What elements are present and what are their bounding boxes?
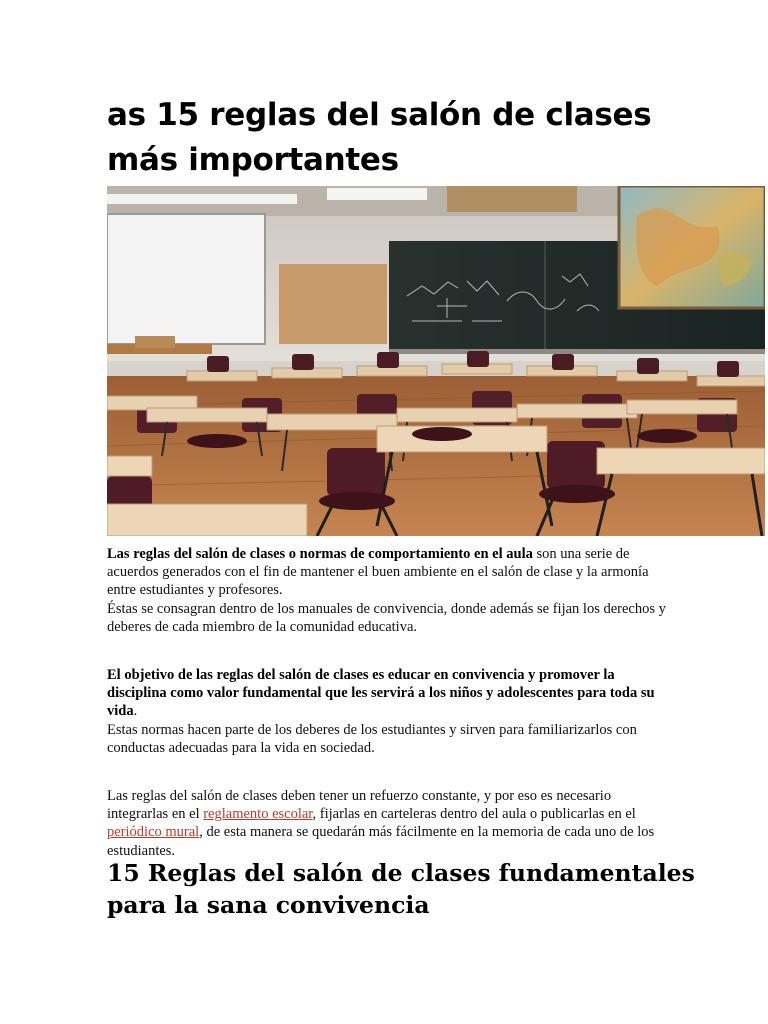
classroom-photo bbox=[107, 186, 765, 536]
objective-bold-text: El objetivo de las reglas del salón de clases es educar en convivencia y promover la disciplina como valor fundamental que les servirá a los niños y adolescentes para toda su vida bbox=[107, 667, 655, 720]
objective-paragraph bbox=[107, 666, 667, 757]
reinforcement-text-2: , fijarlas en carteleras dentro del aula o publicarlas en el bbox=[312, 806, 636, 823]
reglamento-escolar-link[interactable]: reglamento escolar bbox=[203, 806, 313, 823]
intro-text-line2: Éstas se consagran dentro de los manuales de convivencia, donde además se fijan los derechos y deberes de cada miembro de la comunidad educativa. bbox=[107, 600, 666, 635]
objective-text-line2: Estas normas hacen parte de los deberes de los estudiantes y sirven para familiarizarlos con conductas adecuadas para la vida en sociedad. bbox=[107, 721, 637, 756]
page-title: as 15 reglas del salón de clases más importantes bbox=[107, 97, 652, 178]
intro-text: son una serie de acuerdos generados con el fin de mantener el buen ambiente en el salón de clase y la armonía entre estudiantes y profesores. bbox=[107, 546, 649, 599]
reinforcement-text-1: Las reglas del salón de clases deben tener un refuerzo constante, y por eso es necesario integrarlas en el bbox=[107, 788, 612, 823]
reinforcement-text-3: , de esta manera se quedarán más fácilmente en la memoria de cada uno de los estudiantes. bbox=[107, 824, 655, 859]
periodico-mural-link[interactable]: periódico mural bbox=[107, 824, 200, 841]
intro-paragraph bbox=[107, 545, 667, 636]
objective-period: . bbox=[133, 703, 138, 720]
section-heading: 15 Reglas del salón de clases fundamentales para la sana convivencia bbox=[107, 859, 695, 919]
reinforcement-paragraph bbox=[107, 787, 667, 860]
intro-bold-text: Las reglas del salón de clases o normas de comportamiento en el aula bbox=[107, 546, 533, 562]
classroom-illustration bbox=[107, 186, 765, 536]
